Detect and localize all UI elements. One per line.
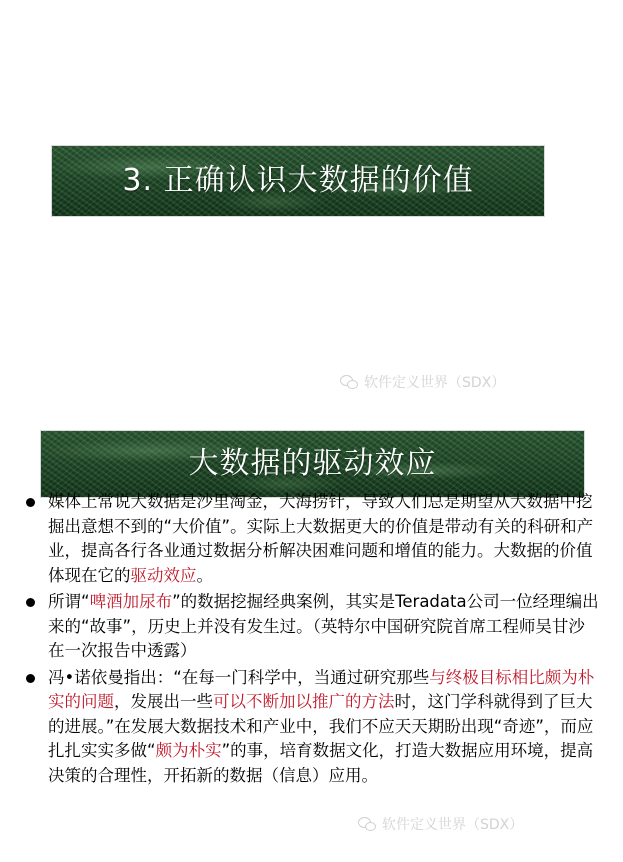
bullet-list bbox=[20, 490, 600, 790]
bullet-item-3 bbox=[20, 666, 600, 789]
bullet-2-highlight-0: 啤酒加尿布 bbox=[89, 592, 173, 611]
wechat-icon bbox=[358, 817, 376, 831]
title-banner-2 bbox=[41, 431, 584, 497]
bullet-3-seg-6: ”的事，培育数据文化，打造大数据应用环境，提高决策的合理性，开拓新的数据（信息）应用。 bbox=[48, 741, 594, 785]
bullet-3-highlight-2: 颇为朴实 bbox=[155, 741, 222, 760]
bullet-item-1 bbox=[20, 490, 600, 588]
title-banner-1 bbox=[52, 146, 544, 216]
bullet-1-highlight-0: 驱动效应 bbox=[130, 565, 197, 585]
slide-1 bbox=[0, 0, 623, 400]
watermark-1-text: 软件定义世界（SDX） bbox=[364, 375, 506, 391]
slide-2-title: 大数据的驱动效应 bbox=[188, 446, 437, 481]
bullet-3-seg-4: 时，这门学科就得到了巨大的进展。”在发展大数据技术和产业中，我们不应天天期盼出现“奇迹”，而应扎扎实实多做“ bbox=[48, 692, 594, 760]
bullet-1-seg-0: 媒体上常说大数据是沙里淘金，大海捞针，导致人们总是期望从大数据中挖掘出意想不到的“大价值”。实际上大数据更大的价值是带动有关的科研和产业，提高各行各业通过数据分析解决困难问题和增值的能力。大数据的价值体现在它的 bbox=[48, 492, 594, 585]
bullet-2-seg-0: 所谓“ bbox=[48, 592, 90, 611]
bullet-3-seg-0: 冯•诺依曼指出：“在每一门科学中，当通过研究那些 bbox=[48, 667, 430, 687]
bullet-item-2 bbox=[20, 590, 600, 664]
watermark-1 bbox=[340, 372, 505, 392]
bullet-1-seg-2: 。 bbox=[196, 565, 213, 585]
bullet-2-seg-2: ”的数据挖掘经典案例，其实是Teradata公司一位经理编出来的“故事”，历史上并没有发生过。（英特尔中国研究院首席工程师吴甘沙在一次报告中透露） bbox=[48, 592, 599, 660]
bullet-3-seg-2: ，发展出一些 bbox=[114, 692, 213, 711]
watermark-2 bbox=[358, 814, 523, 834]
bullet-dot-icon bbox=[26, 674, 35, 683]
bullet-dot-icon bbox=[26, 498, 35, 507]
bullet-dot-icon bbox=[26, 598, 35, 607]
slide-2 bbox=[0, 410, 623, 862]
wechat-icon bbox=[340, 375, 358, 389]
slide-1-title: 3. 正确认识大数据的价值 bbox=[122, 163, 474, 198]
watermark-2-text: 软件定义世界（SDX） bbox=[382, 817, 524, 833]
bullet-3-highlight-1: 可以不断加以推广的方法 bbox=[213, 692, 395, 711]
bullet-3-highlight-0: 与终极目标相比颇为朴实的问题 bbox=[48, 667, 595, 711]
